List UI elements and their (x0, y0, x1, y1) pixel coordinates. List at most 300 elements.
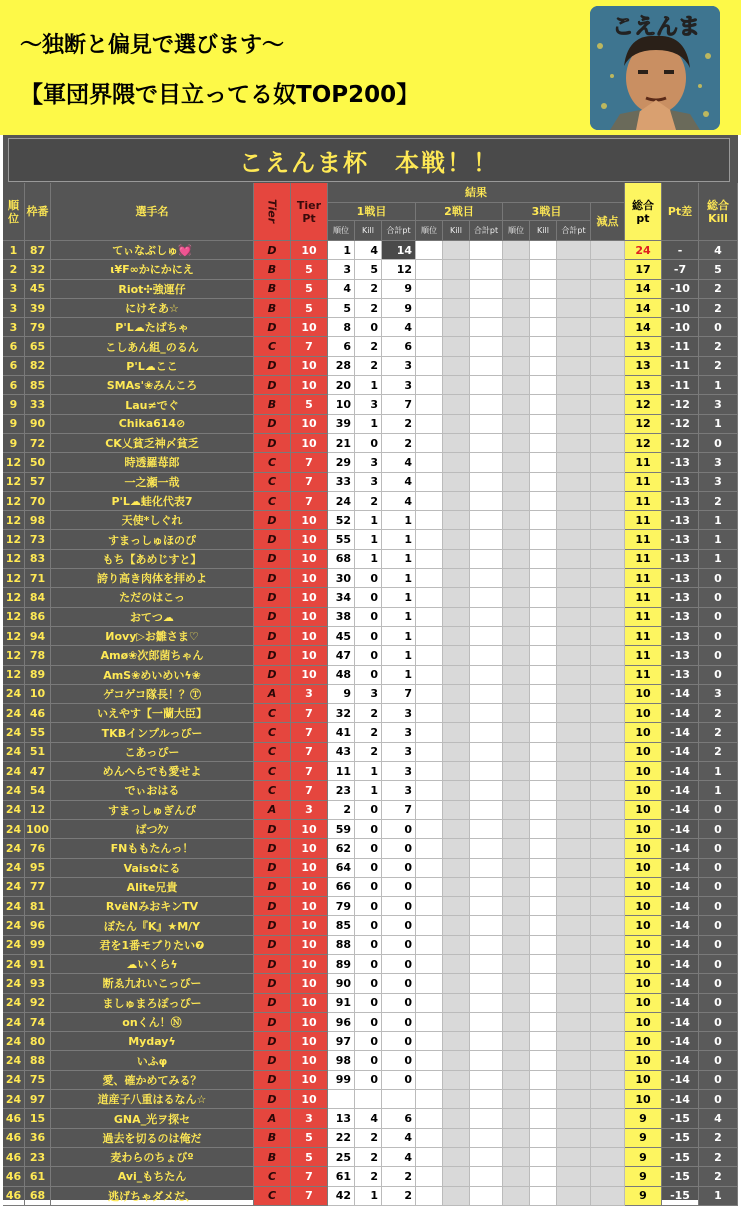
m3-kill-cell (530, 1109, 557, 1128)
m2-total-cell (470, 260, 503, 279)
m1-total-cell: 9 (382, 280, 416, 299)
total-pt-cell: 11 (625, 588, 662, 607)
m1-rank-cell: 30 (328, 569, 355, 588)
m1-total-cell: 4 (382, 453, 416, 472)
tier-cell: C (254, 723, 291, 742)
penalty-cell (591, 357, 625, 376)
m1-kill-cell: 0 (355, 318, 382, 337)
m3-total-cell (557, 395, 591, 414)
m1-kill-cell: 2 (355, 337, 382, 356)
tier-cell: D (254, 550, 291, 569)
m1-rank-cell: 96 (328, 1013, 355, 1032)
pt-diff-cell: -15 (662, 1167, 699, 1186)
m2-total-cell (470, 859, 503, 878)
player-name: FNももたんっ！ (51, 839, 254, 858)
rank-cell: 24 (3, 704, 25, 723)
player-name: ゲコゲコ隊長！？Ⓣ (51, 685, 254, 704)
header-slot: 枠番 (25, 183, 51, 241)
tier-cell: D (254, 994, 291, 1013)
m1-rank-cell: 61 (328, 1167, 355, 1186)
player-name: 過去を切るのは俺だ (51, 1129, 254, 1148)
pt-diff-cell: -10 (662, 280, 699, 299)
m2-kill-cell (443, 839, 470, 858)
m3-rank-cell (503, 666, 530, 685)
tier-pt-cell: 7 (291, 337, 328, 356)
results-table-body (3, 241, 738, 1206)
m1-total-cell: 7 (382, 801, 416, 820)
table-row (3, 704, 738, 723)
m1-rank-cell: 43 (328, 743, 355, 762)
m3-total-cell (557, 357, 591, 376)
total-kill-cell: 2 (699, 280, 738, 299)
m3-rank-cell (503, 530, 530, 549)
pt-diff-cell: -14 (662, 1090, 699, 1109)
pt-diff-cell: -14 (662, 936, 699, 955)
rank-cell: 6 (3, 357, 25, 376)
pt-diff-cell: -14 (662, 723, 699, 742)
banner-line-1: 〜独断と偏見で選びます〜 (20, 33, 285, 58)
m3-rank-cell (503, 627, 530, 646)
slot-cell: 100 (25, 820, 51, 839)
m3-rank-cell (503, 1090, 530, 1109)
total-pt-cell: 10 (625, 685, 662, 704)
m1-kill-cell: 0 (355, 897, 382, 916)
player-name: もち【あめじすと】 (51, 550, 254, 569)
header-tier-pt: Tier Pt (291, 183, 328, 241)
m1-rank-cell: 89 (328, 955, 355, 974)
tier-pt-cell: 3 (291, 801, 328, 820)
total-kill-cell: 0 (699, 1013, 738, 1032)
m3-rank-cell (503, 801, 530, 820)
header-m1-kill: Kill (355, 221, 382, 241)
m2-total-cell (470, 280, 503, 299)
slot-cell: 15 (25, 1109, 51, 1128)
m1-kill-cell: 1 (355, 530, 382, 549)
header-m2-rank: 順位 (416, 221, 443, 241)
pt-diff-cell: - (662, 241, 699, 260)
header-match-2: 2戦目 (416, 203, 503, 221)
penalty-cell (591, 820, 625, 839)
m3-rank-cell (503, 646, 530, 665)
total-pt-cell: 10 (625, 897, 662, 916)
m1-total-cell: 0 (382, 839, 416, 858)
slot-cell: 87 (25, 241, 51, 260)
tier-pt-cell: 5 (291, 1148, 328, 1167)
slot-cell: 78 (25, 646, 51, 665)
m1-kill-cell: 0 (355, 839, 382, 858)
m3-total-cell (557, 743, 591, 762)
m1-rank-cell: 33 (328, 473, 355, 492)
m3-kill-cell (530, 588, 557, 607)
rank-cell: 3 (3, 280, 25, 299)
m2-total-cell (470, 994, 503, 1013)
tier-pt-cell: 5 (291, 280, 328, 299)
rank-cell: 12 (3, 646, 25, 665)
m2-kill-cell (443, 646, 470, 665)
tier-pt-cell: 10 (291, 1071, 328, 1090)
tier-pt-cell: 7 (291, 473, 328, 492)
penalty-cell (591, 415, 625, 434)
tier-pt-cell: 5 (291, 260, 328, 279)
rank-cell: 24 (3, 781, 25, 800)
m3-rank-cell (503, 376, 530, 395)
m1-rank-cell: 88 (328, 936, 355, 955)
m2-rank-cell (416, 955, 443, 974)
penalty-cell (591, 801, 625, 820)
m2-total-cell (470, 492, 503, 511)
tier-cell: B (254, 395, 291, 414)
table-row (3, 280, 738, 299)
penalty-cell (591, 704, 625, 723)
m1-total-cell: 0 (382, 974, 416, 993)
rank-cell: 46 (3, 1109, 25, 1128)
penalty-cell (591, 762, 625, 781)
m2-kill-cell (443, 434, 470, 453)
m2-kill-cell (443, 704, 470, 723)
m2-rank-cell (416, 260, 443, 279)
slot-cell: 74 (25, 1013, 51, 1032)
m2-total-cell (470, 569, 503, 588)
total-pt-cell: 10 (625, 704, 662, 723)
slot-cell: 10 (25, 685, 51, 704)
m3-kill-cell (530, 1148, 557, 1167)
m2-total-cell (470, 357, 503, 376)
slot-cell: 97 (25, 1090, 51, 1109)
m2-kill-cell (443, 974, 470, 993)
total-kill-cell: 1 (699, 511, 738, 530)
slot-cell: 65 (25, 337, 51, 356)
m2-rank-cell (416, 608, 443, 627)
total-pt-cell: 10 (625, 1090, 662, 1109)
player-name: Alite兄貴 (51, 878, 254, 897)
m2-kill-cell (443, 1148, 470, 1167)
rank-cell: 24 (3, 1090, 25, 1109)
m1-kill-cell: 3 (355, 453, 382, 472)
m3-kill-cell (530, 299, 557, 318)
tier-pt-cell: 10 (291, 839, 328, 858)
m1-total-cell: 0 (382, 936, 416, 955)
m1-total-cell: 4 (382, 473, 416, 492)
m3-total-cell (557, 1071, 591, 1090)
m3-total-cell (557, 376, 591, 395)
m3-total-cell (557, 666, 591, 685)
total-kill-cell: 3 (699, 685, 738, 704)
m3-total-cell (557, 1187, 591, 1206)
tier-cell: B (254, 1129, 291, 1148)
m2-total-cell (470, 897, 503, 916)
total-kill-cell: 0 (699, 820, 738, 839)
m1-total-cell: 6 (382, 337, 416, 356)
total-kill-cell: 1 (699, 762, 738, 781)
m2-total-cell (470, 1051, 503, 1070)
table-row (3, 666, 738, 685)
m2-total-cell (470, 1032, 503, 1051)
slot-cell: 55 (25, 723, 51, 742)
m3-total-cell (557, 280, 591, 299)
pt-diff-cell: -15 (662, 1109, 699, 1128)
m1-rank-cell: 59 (328, 820, 355, 839)
m1-kill-cell: 0 (355, 936, 382, 955)
tier-pt-cell: 10 (291, 1013, 328, 1032)
m3-rank-cell (503, 974, 530, 993)
m2-total-cell (470, 820, 503, 839)
m3-total-cell (557, 337, 591, 356)
m3-kill-cell (530, 1032, 557, 1051)
penalty-cell (591, 453, 625, 472)
m2-rank-cell (416, 1090, 443, 1109)
table-row (3, 897, 738, 916)
m3-kill-cell (530, 434, 557, 453)
m2-rank-cell (416, 357, 443, 376)
m1-total-cell: 3 (382, 762, 416, 781)
m1-rank-cell: 41 (328, 723, 355, 742)
m2-rank-cell (416, 550, 443, 569)
m3-rank-cell (503, 550, 530, 569)
slot-cell: 54 (25, 781, 51, 800)
m3-total-cell (557, 1148, 591, 1167)
m2-total-cell (470, 473, 503, 492)
m3-rank-cell (503, 395, 530, 414)
table-row (3, 1148, 738, 1167)
m3-total-cell (557, 723, 591, 742)
total-kill-cell: 0 (699, 1051, 738, 1070)
pt-diff-cell: -14 (662, 820, 699, 839)
m2-rank-cell (416, 1013, 443, 1032)
m3-kill-cell (530, 839, 557, 858)
m3-kill-cell (530, 318, 557, 337)
slot-cell: 83 (25, 550, 51, 569)
slot-cell: 85 (25, 376, 51, 395)
total-kill-cell: 0 (699, 1090, 738, 1109)
m2-kill-cell (443, 473, 470, 492)
m3-rank-cell (503, 762, 530, 781)
pt-diff-cell: -14 (662, 1032, 699, 1051)
tier-pt-cell: 10 (291, 1051, 328, 1070)
rank-cell: 24 (3, 1051, 25, 1070)
player-name: こしあん組_のるん (51, 337, 254, 356)
m3-kill-cell (530, 1187, 557, 1206)
m2-kill-cell (443, 1187, 470, 1206)
m1-kill-cell: 4 (355, 1109, 382, 1128)
total-pt-cell: 10 (625, 743, 662, 762)
penalty-cell (591, 974, 625, 993)
total-kill-cell: 3 (699, 453, 738, 472)
table-row (3, 974, 738, 993)
player-name: 時透羅苺郎 (51, 453, 254, 472)
tier-pt-cell: 10 (291, 241, 328, 260)
m1-kill-cell: 2 (355, 492, 382, 511)
m3-total-cell (557, 974, 591, 993)
tier-cell: C (254, 762, 291, 781)
m1-total-cell: 3 (382, 357, 416, 376)
player-name: SMAs'❀みんころ (51, 376, 254, 395)
slot-cell: 72 (25, 434, 51, 453)
m3-rank-cell (503, 415, 530, 434)
tier-cell: D (254, 627, 291, 646)
m1-kill-cell: 1 (355, 781, 382, 800)
m1-kill-cell: 2 (355, 357, 382, 376)
slot-cell: 77 (25, 878, 51, 897)
total-pt-cell: 10 (625, 839, 662, 858)
rank-cell: 24 (3, 1071, 25, 1090)
m2-total-cell (470, 434, 503, 453)
pt-diff-cell: -13 (662, 627, 699, 646)
total-kill-cell: 0 (699, 897, 738, 916)
total-pt-cell: 13 (625, 357, 662, 376)
penalty-cell (591, 1109, 625, 1128)
m1-rank-cell: 9 (328, 685, 355, 704)
m2-total-cell (470, 685, 503, 704)
tier-pt-cell: 10 (291, 666, 328, 685)
table-row (3, 492, 738, 511)
tier-pt-cell: 10 (291, 588, 328, 607)
m2-kill-cell (443, 1071, 470, 1090)
m3-rank-cell (503, 608, 530, 627)
penalty-cell (591, 241, 625, 260)
player-name: P'L☁蛙化代表7 (51, 492, 254, 511)
table-row (3, 1090, 738, 1109)
table-row (3, 511, 738, 530)
m3-rank-cell (503, 1167, 530, 1186)
table-row (3, 955, 738, 974)
m1-total-cell: 0 (382, 955, 416, 974)
rank-cell: 1 (3, 241, 25, 260)
penalty-cell (591, 723, 625, 742)
m1-rank-cell: 4 (328, 280, 355, 299)
total-pt-cell: 11 (625, 627, 662, 646)
penalty-cell (591, 511, 625, 530)
table-row (3, 569, 738, 588)
m2-total-cell (470, 299, 503, 318)
player-name: 一之瀬一哉 (51, 473, 254, 492)
slot-cell: 47 (25, 762, 51, 781)
slot-cell: 90 (25, 415, 51, 434)
tier-pt-cell: 7 (291, 743, 328, 762)
m3-kill-cell (530, 511, 557, 530)
total-pt-cell: 13 (625, 337, 662, 356)
total-pt-cell: 10 (625, 762, 662, 781)
m2-rank-cell (416, 473, 443, 492)
rank-cell: 46 (3, 1187, 25, 1206)
player-name: 道産子八重はるなん☆ (51, 1090, 254, 1109)
total-kill-cell: 0 (699, 434, 738, 453)
table-row (3, 260, 738, 279)
m1-rank-cell: 55 (328, 530, 355, 549)
table-row (3, 839, 738, 858)
m2-total-cell (470, 1013, 503, 1032)
m2-rank-cell (416, 492, 443, 511)
m1-total-cell: 3 (382, 781, 416, 800)
tier-pt-cell: 7 (291, 781, 328, 800)
pt-diff-cell: -14 (662, 859, 699, 878)
total-kill-cell: 0 (699, 627, 738, 646)
slot-cell: 50 (25, 453, 51, 472)
penalty-cell (591, 897, 625, 916)
m3-rank-cell (503, 704, 530, 723)
m3-rank-cell (503, 1013, 530, 1032)
m2-kill-cell (443, 357, 470, 376)
m1-total-cell: 0 (382, 878, 416, 897)
tier-pt-cell: 10 (291, 820, 328, 839)
table-row (3, 1187, 738, 1206)
table-row (3, 801, 738, 820)
total-pt-cell: 10 (625, 1013, 662, 1032)
tier-pt-cell: 10 (291, 994, 328, 1013)
m3-kill-cell (530, 743, 557, 762)
m1-total-cell: 2 (382, 1187, 416, 1206)
m1-kill-cell: 0 (355, 1032, 382, 1051)
total-pt-cell: 10 (625, 820, 662, 839)
slot-cell: 82 (25, 357, 51, 376)
m1-total-cell: 0 (382, 1032, 416, 1051)
total-pt-cell: 10 (625, 1071, 662, 1090)
player-name: ι¥F∞かにかにえ (51, 260, 254, 279)
rank-cell: 6 (3, 376, 25, 395)
tier-cell: D (254, 974, 291, 993)
header-rank: 順位 (3, 183, 25, 241)
m1-total-cell: 3 (382, 743, 416, 762)
tier-pt-cell: 10 (291, 859, 328, 878)
tier-cell: C (254, 704, 291, 723)
header-m3-rank: 順位 (503, 221, 530, 241)
player-name: こあっぴー (51, 743, 254, 762)
tier-pt-cell: 10 (291, 646, 328, 665)
pt-diff-cell: -14 (662, 781, 699, 800)
tier-pt-cell: 5 (291, 395, 328, 414)
penalty-cell (591, 646, 625, 665)
table-row (3, 1109, 738, 1128)
m3-rank-cell (503, 453, 530, 472)
tier-cell: D (254, 376, 291, 395)
total-kill-cell: 1 (699, 550, 738, 569)
m1-total-cell: 1 (382, 588, 416, 607)
tier-cell: C (254, 1187, 291, 1206)
rank-cell: 12 (3, 627, 25, 646)
m2-kill-cell (443, 1129, 470, 1148)
pt-diff-cell: -14 (662, 878, 699, 897)
player-name: Avi_もちたん (51, 1167, 254, 1186)
m2-kill-cell (443, 955, 470, 974)
player-name: AmS❀めいめいϟ❀ (51, 666, 254, 685)
rank-cell: 24 (3, 801, 25, 820)
m2-kill-cell (443, 1013, 470, 1032)
tier-pt-cell: 10 (291, 434, 328, 453)
table-row (3, 299, 738, 318)
m1-kill-cell: 3 (355, 685, 382, 704)
tier-pt-cell: 10 (291, 511, 328, 530)
m1-rank-cell: 99 (328, 1071, 355, 1090)
m3-kill-cell (530, 627, 557, 646)
total-pt-cell: 24 (625, 241, 662, 260)
player-name: めんへらでも愛せよ (51, 762, 254, 781)
total-kill-cell: 4 (699, 1109, 738, 1128)
total-kill-cell: 0 (699, 916, 738, 935)
player-name: P'L☁ここ (51, 357, 254, 376)
tier-cell: C (254, 453, 291, 472)
header-player: 選手名 (51, 183, 254, 241)
m1-kill-cell: 0 (355, 588, 382, 607)
penalty-cell (591, 569, 625, 588)
m2-rank-cell (416, 1167, 443, 1186)
rank-cell: 24 (3, 936, 25, 955)
m3-kill-cell (530, 897, 557, 916)
total-pt-cell: 9 (625, 1129, 662, 1148)
slot-cell: 51 (25, 743, 51, 762)
tier-pt-cell: 10 (291, 530, 328, 549)
m1-rank-cell: 47 (328, 646, 355, 665)
m1-total-cell: 1 (382, 666, 416, 685)
table-row (3, 550, 738, 569)
